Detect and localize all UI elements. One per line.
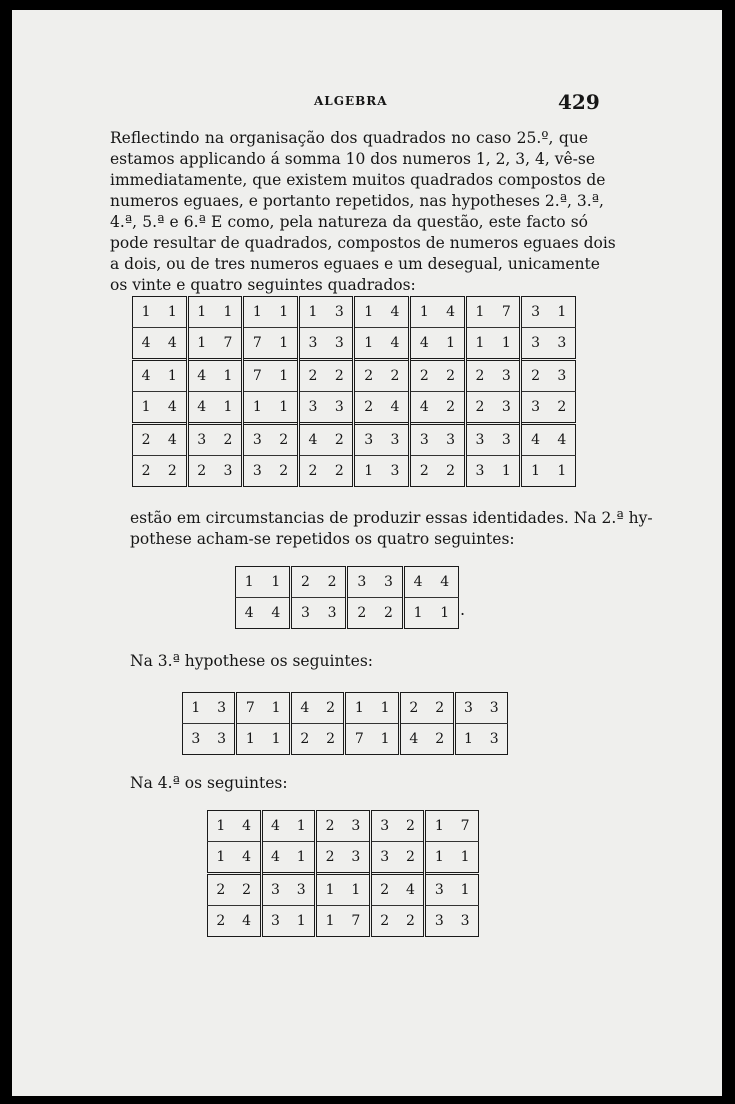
table-cell: 1: [316, 906, 343, 937]
table-row: [133, 456, 576, 487]
table-cell: 1: [410, 297, 438, 328]
table-cell: 2: [318, 693, 345, 724]
table-cell: 2: [410, 360, 438, 392]
table-cell: 4: [167, 335, 177, 351]
table-cell: 1: [279, 399, 289, 415]
text-line: 4.ª, 5.ª e 6.ª E como, pela natureza da questão, este facto só: [110, 213, 588, 231]
table-cell: 1: [465, 328, 493, 360]
table-cell: 1: [354, 328, 382, 360]
table-cell: 3: [343, 811, 370, 842]
table-cell: 1: [345, 693, 372, 724]
running-head: [12, 90, 722, 114]
table-cell: 3: [493, 424, 521, 456]
table-cell: 1: [141, 399, 151, 415]
table-cell: 1: [187, 297, 215, 328]
table-cell: 2: [465, 360, 493, 392]
table-cell: 3: [187, 424, 215, 456]
caption-hypothesis-3: Na 3.ª hypothese os seguintes:: [130, 652, 374, 670]
table-cell: 4: [403, 567, 431, 598]
table-row: [208, 874, 479, 906]
table-cell: 2: [398, 811, 425, 842]
table-cell: 4: [431, 567, 458, 598]
table-cell: 2: [208, 874, 234, 906]
trailing-period: .: [460, 600, 466, 619]
table-cell: 2: [354, 360, 382, 392]
table-cell: 3: [243, 424, 271, 456]
table-cell: 4: [298, 424, 326, 456]
caption-hypothesis-4: Na 4.ª os seguintes:: [130, 774, 288, 792]
table-cell: 3: [288, 874, 315, 906]
table-cell: 1: [159, 360, 187, 392]
table-cell: 3: [243, 456, 271, 487]
table-cell: 1: [263, 567, 291, 598]
table-cell: 1: [452, 874, 478, 906]
page-number: 429: [558, 90, 600, 114]
table-cell: 1: [501, 335, 511, 351]
table-cell: 3: [370, 811, 397, 842]
table-row: [183, 693, 508, 724]
table-cell: 2: [318, 724, 345, 755]
table-cell: 1: [354, 297, 382, 328]
table-cell: 3: [261, 906, 288, 937]
table-cell: 3: [493, 360, 521, 392]
table-cell: 1: [236, 567, 263, 598]
table-cell: 4: [263, 598, 291, 629]
table-cell: 4: [410, 392, 438, 424]
table-cell: 1: [208, 811, 234, 842]
table-cell: 4: [400, 724, 427, 755]
table-cell: 3: [557, 335, 567, 351]
text-line: pode resultar de quadrados, compostos de numeros eguaes dois: [110, 234, 616, 252]
table-cell: 2: [326, 424, 354, 456]
table-cell: 3: [501, 399, 511, 415]
text-line: a dois, ou de tres numeros eguaes e um desegual, unicamente: [110, 255, 600, 273]
running-title: ALGEBRA: [314, 94, 388, 108]
table-cell: 1: [288, 811, 315, 842]
table-cell: 1: [187, 328, 215, 360]
table-cell: 4: [390, 335, 400, 351]
table-cell: 1: [263, 693, 290, 724]
table-cell: 4: [390, 399, 400, 415]
table-cell: 4: [133, 360, 160, 392]
table-cell: 7: [452, 811, 478, 842]
middle-paragraph: [130, 508, 653, 550]
table-cell: 2: [375, 598, 403, 629]
table-cell: 1: [493, 456, 521, 487]
book-page: [12, 10, 722, 1096]
table-cell: 2: [298, 456, 326, 487]
table-cell: 3: [382, 424, 410, 456]
table-cell: 1: [243, 392, 271, 424]
table-cell: 1: [271, 360, 299, 392]
table-cell: 3: [521, 297, 549, 328]
squares-table-hypothesis-3: [182, 692, 508, 755]
table-cell: 2: [398, 906, 425, 937]
table-cell: 1: [183, 693, 209, 724]
table-cell: 1: [298, 297, 326, 328]
table-cell: 3: [454, 693, 481, 724]
text-line: numeros eguaes, e portanto repetidos, nas hypotheses 2.ª, 3.ª,: [110, 192, 604, 210]
table-cell: 2: [271, 456, 299, 487]
squares-table-main: [132, 296, 576, 487]
table-cell: 3: [347, 567, 375, 598]
table-cell: 1: [372, 724, 399, 755]
table-cell: 3: [261, 874, 288, 906]
table-cell: 1: [288, 906, 315, 937]
table-cell: 2: [298, 360, 326, 392]
table-cell: 1: [279, 335, 289, 351]
table-cell: 7: [223, 335, 233, 351]
table-cell: 3: [319, 598, 347, 629]
text-line: pothese acham-se repetidos os quatro seguintes:: [130, 530, 515, 548]
table-cell: 3: [326, 297, 354, 328]
table-cell: 1: [465, 297, 493, 328]
table-cell: 1: [243, 297, 271, 328]
table-cell: 4: [290, 693, 317, 724]
table-cell: 2: [354, 392, 382, 424]
table-cell: 4: [549, 424, 576, 456]
table-cell: 2: [326, 360, 354, 392]
table-cell: 7: [345, 724, 372, 755]
table-cell: 7: [243, 360, 271, 392]
table-cell: 3: [375, 567, 403, 598]
table-cell: 1: [425, 811, 452, 842]
table-cell: 3: [209, 724, 236, 755]
table-cell: 2: [557, 399, 567, 415]
table-cell: 3: [521, 328, 549, 360]
table-cell: 3: [215, 456, 243, 487]
squares-table-hypothesis-4: [207, 810, 479, 937]
table-cell: 2: [291, 567, 319, 598]
table-cell: 2: [347, 598, 375, 629]
table-cell: 1: [460, 849, 470, 865]
table-cell: 1: [403, 598, 431, 629]
table-cell: 1: [425, 842, 452, 874]
table-row: [133, 392, 576, 424]
table-cell: 1: [354, 456, 382, 487]
table-cell: 2: [187, 456, 215, 487]
table-cell: 2: [437, 456, 465, 487]
table-cell: 3: [298, 392, 326, 424]
text-line: os vinte e quatro seguintes quadrados:: [110, 276, 416, 294]
table-cell: 4: [141, 335, 151, 351]
table-cell: 1: [549, 297, 576, 328]
table-cell: 2: [382, 360, 410, 392]
table-cell: 1: [159, 297, 187, 328]
table-cell: 1: [454, 724, 481, 755]
table-cell: 1: [316, 874, 343, 906]
table-cell: 4: [382, 297, 410, 328]
table-cell: 1: [216, 849, 226, 865]
table-cell: 3: [291, 598, 319, 629]
table-cell: 1: [372, 693, 399, 724]
table-cell: 2: [427, 693, 454, 724]
table-cell: 4: [437, 297, 465, 328]
table-row: [133, 424, 576, 456]
table-cell: 3: [298, 328, 326, 360]
table-cell: 1: [446, 335, 456, 351]
table-cell: 2: [370, 906, 397, 937]
table-cell: 3: [410, 424, 438, 456]
table-cell: 1: [521, 456, 549, 487]
table-row: [208, 811, 479, 842]
table-cell: 1: [215, 297, 243, 328]
table-cell: 2: [271, 424, 299, 456]
squares-table-hypothesis-2: [235, 566, 459, 629]
table-cell: 2: [319, 567, 347, 598]
table-cell: 4: [159, 424, 187, 456]
table-row: [208, 906, 479, 937]
table-cell: 1: [236, 724, 263, 755]
table-cell: 1: [549, 456, 576, 487]
table-cell: 2: [234, 874, 261, 906]
table-cell: 4: [261, 811, 288, 842]
table-cell: 2: [133, 456, 160, 487]
text-line: immediatamente, que existem muitos quadrados compostos de: [110, 171, 606, 189]
table-cell: 3: [452, 906, 478, 937]
text-line: estamos applicando á somma 10 dos numeros 1, 2, 3, 4, vê-se: [110, 150, 596, 168]
table-cell: 7: [343, 906, 370, 937]
table-cell: 2: [400, 693, 427, 724]
table-cell: 3: [521, 392, 549, 424]
table-cell: 3: [354, 424, 382, 456]
table-cell: 4: [234, 906, 261, 937]
table-cell: 3: [465, 424, 493, 456]
table-cell: 4: [187, 360, 215, 392]
table-cell: 1: [271, 297, 299, 328]
table-cell: 2: [427, 724, 454, 755]
table-cell: 3: [549, 360, 576, 392]
table-cell: 4: [261, 842, 288, 874]
table-cell: 3: [183, 724, 209, 755]
table-cell: 4: [398, 874, 425, 906]
table-cell: 4: [521, 424, 549, 456]
table-cell: 4: [242, 849, 252, 865]
table-cell: 2: [370, 874, 397, 906]
table-cell: 3: [382, 456, 410, 487]
table-cell: 1: [133, 297, 160, 328]
table-cell: 2: [215, 424, 243, 456]
table-cell: 4: [187, 392, 215, 424]
table-cell: 3: [437, 424, 465, 456]
table-cell: 2: [133, 424, 160, 456]
table-cell: 2: [410, 456, 438, 487]
table-cell: 3: [465, 456, 493, 487]
table-cell: 3: [334, 335, 344, 351]
text-line: Reflectindo na organisação dos quadrados no caso 25.º, que: [110, 129, 588, 147]
table-cell: 2: [521, 360, 549, 392]
table-cell: 2: [290, 724, 317, 755]
table-cell: 2: [446, 399, 456, 415]
table-cell: 3: [351, 849, 361, 865]
table-cell: 2: [406, 849, 415, 865]
table-cell: 3: [370, 842, 397, 874]
table-cell: 2: [316, 811, 343, 842]
table-cell: 7: [236, 693, 263, 724]
table-cell: 1: [296, 849, 306, 865]
table-cell: 1: [215, 360, 243, 392]
table-cell: 7: [493, 297, 521, 328]
table-cell: 3: [425, 906, 452, 937]
table-cell: 4: [167, 399, 177, 415]
table-cell: 3: [334, 399, 344, 415]
table-cell: 1: [263, 724, 290, 755]
text-line: estão em circumstancias de produzir essas identidades. Na 2.ª hy-: [130, 509, 653, 527]
table-cell: 2: [437, 360, 465, 392]
table-cell: 2: [159, 456, 187, 487]
table-cell: 3: [209, 693, 236, 724]
table-row: [133, 328, 576, 360]
table-cell: 7: [243, 328, 271, 360]
table-cell: 3: [481, 724, 507, 755]
table-cell: 4: [236, 598, 263, 629]
table-cell: 2: [208, 906, 234, 937]
table-row: [183, 724, 508, 755]
table-row: [133, 297, 576, 328]
table-cell: 2: [465, 392, 493, 424]
table-cell: 1: [343, 874, 370, 906]
table-row: [208, 842, 479, 874]
table-cell: 3: [481, 693, 507, 724]
table-cell: 2: [326, 456, 354, 487]
table-cell: 1: [223, 399, 233, 415]
table-row: [133, 360, 576, 392]
table-cell: 4: [234, 811, 261, 842]
table-cell: 3: [425, 874, 452, 906]
table-row: [236, 598, 459, 629]
table-cell: 2: [316, 842, 343, 874]
intro-paragraph: [110, 128, 616, 296]
table-cell: 4: [410, 328, 438, 360]
table-row: [236, 567, 459, 598]
table-cell: 1: [431, 598, 458, 629]
